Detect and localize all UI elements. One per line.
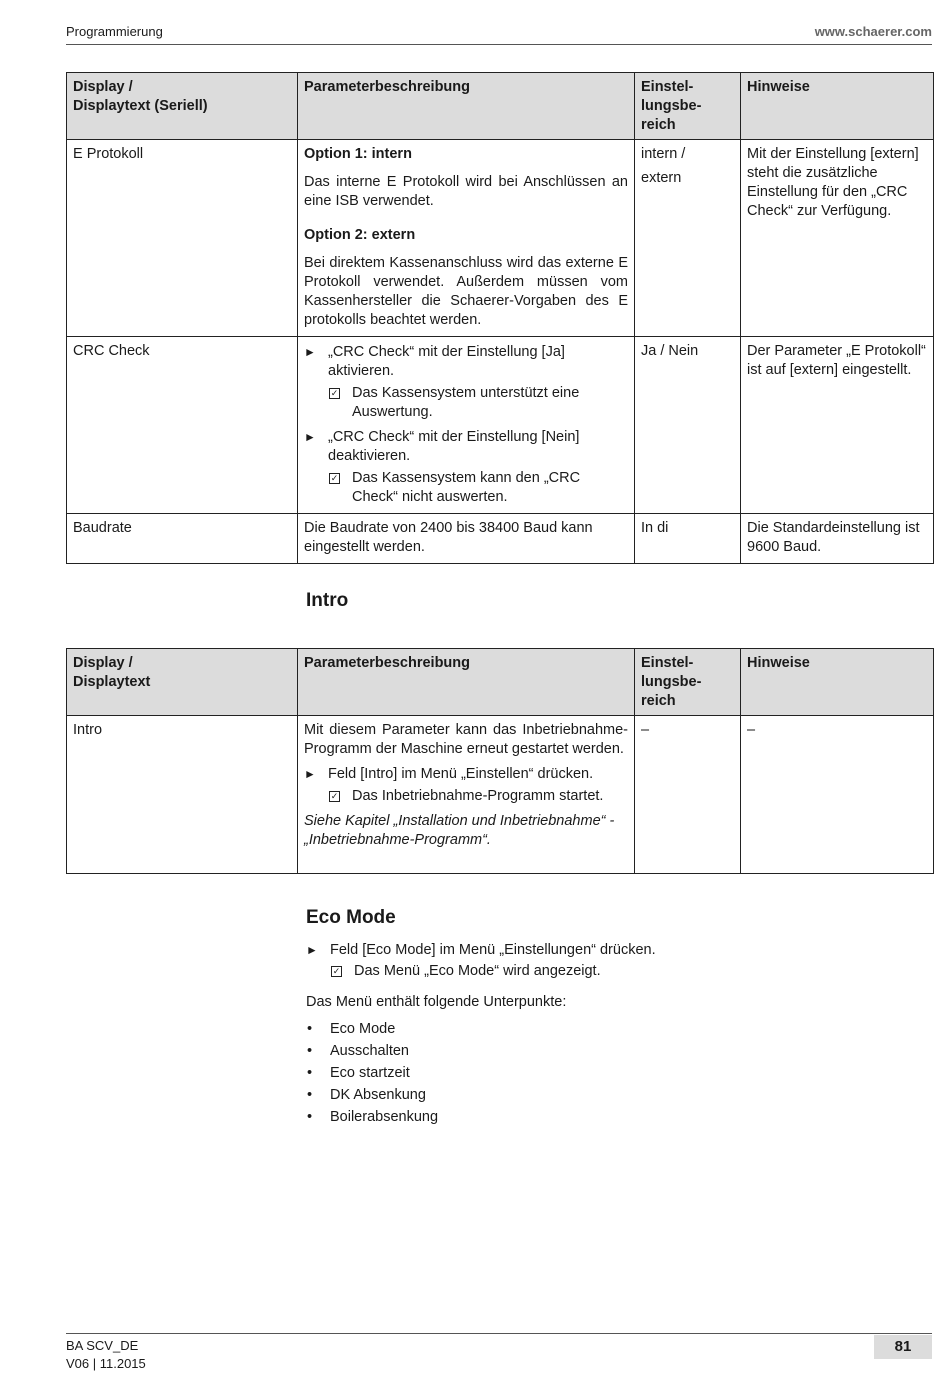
table-row (67, 337, 934, 514)
step-text: Feld [Intro] im Menü „Einstellen“ drücken. (328, 766, 594, 782)
range-value: intern / (641, 146, 686, 162)
list-item (306, 1040, 926, 1062)
cell-notes: – (741, 716, 934, 874)
parameter-table-intro (66, 648, 934, 874)
list-item (306, 1018, 926, 1040)
bullet-icon: • (307, 1087, 313, 1103)
header-description: Parameterbeschreibung (298, 73, 635, 140)
action-arrow-icon: ► (304, 345, 316, 359)
header-notes: Hinweise (741, 73, 934, 140)
table-header-row (67, 649, 934, 716)
cell-range: Ja / Nein (635, 337, 741, 514)
submenu-list (306, 1018, 926, 1128)
header-notes: Hinweise (741, 649, 934, 716)
step-text: „CRC Check“ mit der Einstellung [Ja] aktivieren. (328, 344, 565, 379)
header-range: Einstel- lungsbe- reich (635, 649, 741, 716)
checkbox-check-icon: ✓ (330, 791, 339, 801)
chapter-reference: Siehe Kapitel „Installation und Inbetriebnahme“ - „Inbetriebnahme-Programm“. (304, 813, 615, 848)
result-step (304, 384, 628, 422)
table-row (67, 140, 934, 337)
header-website: www.schaerer.com (814, 24, 932, 39)
cell-display: E Protokoll (67, 140, 298, 337)
header-description: Parameterbeschreibung (298, 649, 635, 716)
cell-description (298, 337, 635, 514)
header-display: Display / Displaytext (Seriell) (67, 73, 298, 140)
action-arrow-icon: ► (306, 943, 318, 957)
table-row (67, 514, 934, 564)
list-item-text: Boilerabsenkung (330, 1109, 439, 1125)
list-item (306, 1106, 926, 1128)
list-item (306, 1084, 926, 1106)
option-title: Option 1: intern (304, 146, 412, 162)
eco-mode-body (306, 941, 926, 1128)
description-text: Mit diesem Parameter kann das Inbetriebnahme-Programm der Maschine erneut gestartet werden. (304, 722, 628, 757)
header-display: Display / Displaytext (67, 649, 298, 716)
cell-display: CRC Check (67, 337, 298, 514)
result-step (304, 469, 628, 507)
page-footer (66, 1333, 932, 1371)
table-row (67, 716, 934, 874)
cell-range: In di (635, 514, 741, 564)
document-info (66, 1337, 146, 1373)
list-item (306, 1062, 926, 1084)
bullet-icon: • (307, 1043, 313, 1059)
cell-display: Intro (67, 716, 298, 874)
document-version: V06 | 11.2015 (66, 1356, 146, 1371)
action-arrow-icon: ► (304, 767, 316, 781)
document-id: BA SCV_DE (66, 1338, 139, 1353)
result-step (306, 962, 926, 981)
list-item-text: Eco Mode (330, 1021, 396, 1037)
cell-description: Die Baudrate von 2400 bis 38400 Baud kann eingestellt werden. (298, 514, 635, 564)
cell-notes: Mit der Einstellung [extern] steht die zusätzliche Einstellung für den „CRC Check“ zur Verfügung. (741, 140, 934, 337)
header-range: Einstel- lungsbe- reich (635, 73, 741, 140)
cell-display: Baudrate (67, 514, 298, 564)
section-title-intro: Intro (306, 590, 349, 611)
action-step (306, 941, 926, 960)
submenu-intro-text: Das Menü enthält folgende Unterpunkte: (306, 994, 567, 1010)
action-step (304, 765, 628, 784)
bullet-icon: • (307, 1109, 313, 1125)
page-number: 81 (874, 1335, 932, 1359)
checkbox-check-icon: ✓ (330, 388, 339, 398)
range-value: extern (641, 170, 682, 186)
cell-notes: Der Parameter „E Protokoll“ ist auf [extern] eingestellt. (741, 337, 934, 514)
checkbox-check-icon: ✓ (332, 966, 341, 976)
result-text: Das Inbetriebnahme-Programm startet. (352, 788, 604, 804)
list-item-text: DK Absenkung (330, 1087, 426, 1103)
option-text: Bei direktem Kassenanschluss wird das externe E Protokoll verwendet. Außerdem müssen vom Kassenhersteller die Schaerer-Vorgaben des E protokolls beachtet werden. (304, 255, 628, 328)
step-text: Feld [Eco Mode] im Menü „Einstellungen“ drücken. (330, 942, 656, 958)
option-text: Das interne E Protokoll wird bei Anschlüssen an eine ISB verwendet. (304, 174, 628, 209)
parameter-table-serial (66, 72, 934, 564)
cell-range (635, 140, 741, 337)
action-step (304, 343, 628, 381)
result-step (304, 787, 628, 806)
checkbox-check-icon: ✓ (330, 473, 339, 483)
option-title: Option 2: extern (304, 227, 416, 243)
section-title-eco-mode: Eco Mode (306, 907, 396, 928)
cell-notes: Die Standardeinstellung ist 9600 Baud. (741, 514, 934, 564)
page-header (66, 20, 932, 45)
step-text: „CRC Check“ mit der Einstellung [Nein] deaktivieren. (328, 429, 580, 464)
cell-range: – (635, 716, 741, 874)
action-step (304, 428, 628, 466)
bullet-icon: • (307, 1021, 313, 1037)
list-item-text: Ausschalten (330, 1043, 409, 1059)
action-arrow-icon: ► (304, 430, 316, 444)
result-text: Das Kassensystem kann den „CRC Check“ nicht auswerten. (352, 470, 581, 505)
list-item-text: Eco startzeit (330, 1065, 410, 1081)
result-text: Das Kassensystem unterstützt eine Auswertung. (352, 385, 580, 420)
bullet-icon: • (307, 1065, 313, 1081)
header-section-title: Programmierung (66, 24, 163, 39)
table-header-row (67, 73, 934, 140)
result-text: Das Menü „Eco Mode“ wird angezeigt. (354, 963, 601, 979)
cell-description (298, 140, 635, 337)
cell-description (298, 716, 635, 874)
